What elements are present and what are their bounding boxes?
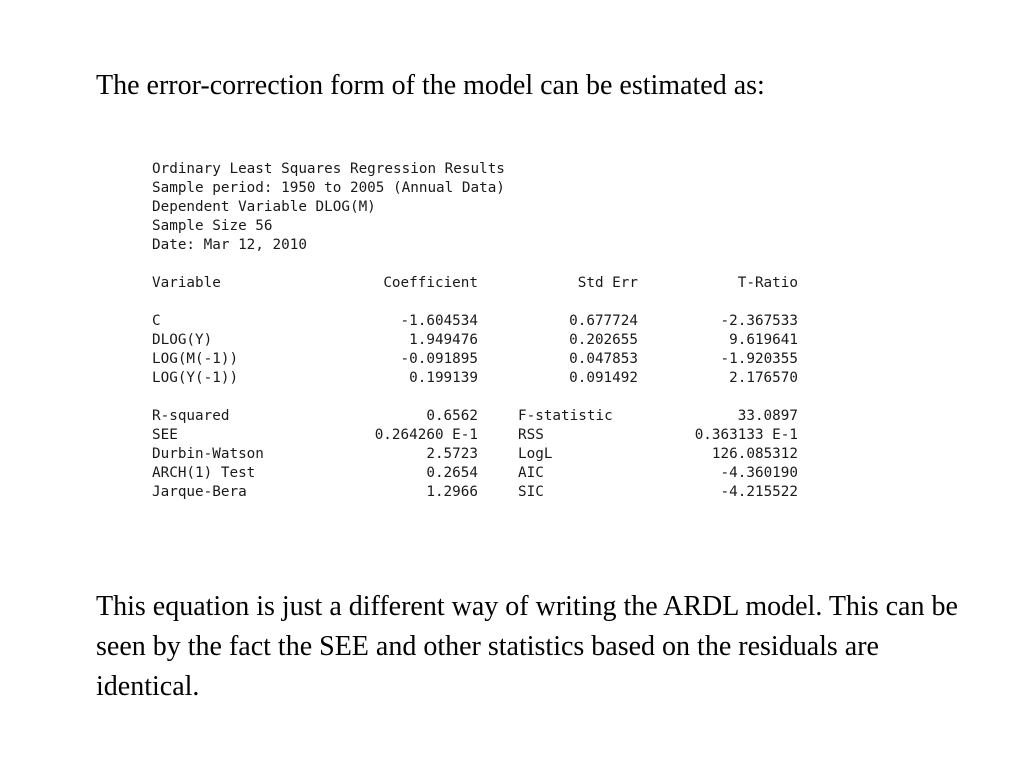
statistic-value: -4.215522 [720,484,798,500]
header-line-date: Date: Mar 12, 2010 [152,237,307,253]
statistic-label: Durbin-Watson [152,446,264,462]
statistic-label: RSS [518,427,544,443]
std-err-value: 0.091492 [569,370,638,386]
statistic-label: Jarque-Bera [152,484,247,500]
coefficient-row [152,331,812,350]
statistic-label: AIC [518,465,544,481]
statistic-label: ARCH(1) Test [152,465,256,481]
statistic-value: 0.2654 [426,465,478,481]
std-err-value: 0.202655 [569,332,638,348]
column-header-variable: Variable [152,275,221,291]
statistic-value: 0.264260 E-1 [374,427,478,443]
statistics-row [152,464,812,483]
std-err-value: 0.677724 [569,313,638,329]
statistic-value: 126.085312 [711,446,798,462]
statistic-value: 0.6562 [426,408,478,424]
header-line-sample-size: Sample Size 56 [152,218,273,234]
coefficient-value: -0.091895 [400,351,478,367]
statistic-label: F-statistic [518,408,613,424]
statistics-row [152,445,812,464]
header-line-dependent-variable: Dependent Variable DLOG(M) [152,199,376,215]
coefficient-row [152,350,812,369]
statistic-value: 33.0897 [737,408,798,424]
column-header-std-err: Std Err [577,275,638,291]
t-ratio-value: -1.920355 [720,351,798,367]
coefficient-row [152,369,812,388]
variable-name: C [152,313,161,329]
column-header-t-ratio: T-Ratio [737,275,798,291]
coefficient-value: 1.949476 [409,332,478,348]
intro-paragraph: The error-correction form of the model can be estimated as: [96,70,765,101]
statistic-value: 2.5723 [426,446,478,462]
statistic-value: 1.2966 [426,484,478,500]
t-ratio-value: -2.367533 [720,313,798,329]
statistics-row [152,483,812,502]
regression-output [152,150,812,504]
variable-name: DLOG(Y) [152,332,213,348]
coefficient-table-header [152,274,812,293]
statistic-label: LogL [518,446,553,462]
statistic-value: 0.363133 E-1 [694,427,798,443]
statistic-label: R-squared [152,408,230,424]
variable-name: LOG(Y(-1)) [152,370,239,386]
column-header-coefficient: Coefficient [383,275,478,291]
statistic-value: -4.360190 [720,465,798,481]
header-line-sample-period: Sample period: 1950 to 2005 (Annual Data) [152,180,505,196]
t-ratio-value: 9.619641 [729,332,798,348]
statistics-row [152,407,812,426]
std-err-value: 0.047853 [569,351,638,367]
header-line-title: Ordinary Least Squares Regression Results [152,161,505,177]
statistic-label: SIC [518,484,544,500]
coefficient-value: 0.199139 [409,370,478,386]
conclusion-paragraph: This equation is just a different way of writing the ARDL model. This can be seen by the fact the SEE and other statistics based on the residuals are identical. [96,591,958,702]
coefficient-row [152,312,812,331]
statistic-label: SEE [152,427,178,443]
coefficient-value: -1.604534 [400,313,478,329]
t-ratio-value: 2.176570 [729,370,798,386]
statistics-row [152,426,812,445]
variable-name: LOG(M(-1)) [152,351,239,367]
